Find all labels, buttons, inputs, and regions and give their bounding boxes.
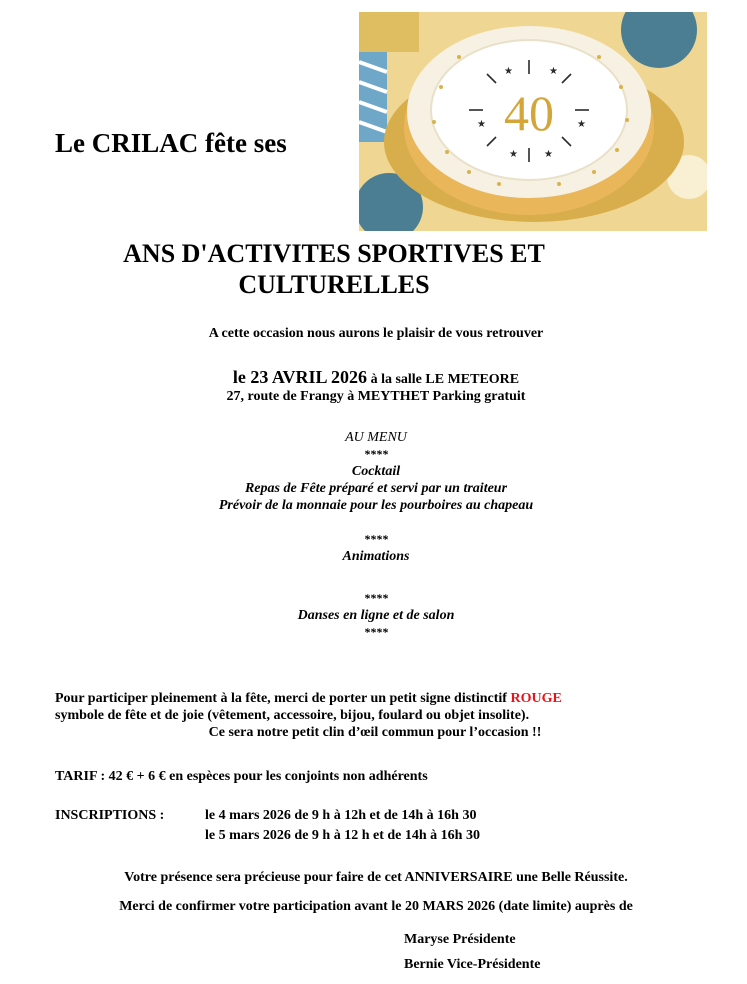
menu-separator: **** — [364, 447, 388, 461]
presence-text: Votre présence sera précieuse pour faire de cet ANNIVERSAIRE une Belle Réussite. — [124, 870, 628, 885]
main-title-line2: CULTURELLES — [238, 270, 430, 299]
menu-repas: Repas de Fête préparé et servi par un traiteur — [244, 481, 508, 496]
occasion-text: A cette occasion nous aurons le plaisir de vous retrouver — [208, 326, 544, 341]
cake-illustration — [359, 12, 707, 231]
event-date-line — [0, 367, 747, 388]
svg-text:★: ★ — [504, 66, 513, 77]
menu-heading: AU MENU — [345, 430, 407, 445]
dress-line2: symbole de fête et de joie (vêtement, accessoire, bijou, foulard ou objet insolite). — [55, 708, 530, 723]
dress-color-word: ROUGE — [510, 691, 562, 706]
menu-animations: Animations — [342, 549, 410, 564]
menu-monnaie: Prévoir de la monnaie pour les pourboires au chapeau — [218, 498, 534, 513]
event-date: le 23 AVRIL 2026 — [232, 367, 368, 387]
signature-president: Maryse Présidente — [404, 932, 516, 947]
menu-block — [0, 429, 747, 641]
dress-line3: Ce sera notre petit clin d’œil commun pour l’occasion !! — [208, 725, 542, 740]
cake-number: 40 — [504, 85, 554, 141]
event-address: 27, route de Frangy à MEYTHET Parking gratuit — [226, 389, 526, 404]
menu-cocktail: Cocktail — [351, 464, 401, 479]
menu-separator: **** — [364, 625, 388, 639]
svg-text:★: ★ — [509, 149, 518, 160]
menu-danses: Danses en ligne et de salon — [297, 608, 455, 623]
svg-text:★: ★ — [549, 66, 558, 77]
signature-vice-president: Bernie Vice-Présidente — [404, 957, 541, 972]
tarif-line: TARIF : 42 € + 6 € en espèces pour les conjoints non adhérents — [55, 769, 428, 784]
cake-photo — [359, 12, 707, 231]
dress-line1 — [55, 690, 695, 707]
svg-text:★: ★ — [577, 119, 586, 130]
svg-text:★: ★ — [477, 119, 486, 130]
confirm-text: Merci de confirmer votre participation avant le 20 MARS 2026 (date limite) auprès de — [119, 899, 633, 914]
dress-code-paragraph — [55, 690, 695, 741]
inscriptions-label: INSCRIPTIONS : — [55, 808, 165, 823]
inscriptions-slot-2: le 5 mars 2026 de 9 h à 12 h et de 14h à 16h 30 — [205, 828, 480, 843]
intro-title: Le CRILAC fête ses — [55, 128, 287, 158]
main-title-line1: ANS D'ACTIVITES SPORTIVES ET — [123, 239, 545, 268]
striped-ribbon — [359, 52, 387, 142]
menu-separator: **** — [364, 591, 388, 605]
menu-separator: **** — [364, 532, 388, 546]
event-venue: à la salle LE METEORE — [370, 372, 520, 387]
inscriptions-slot-1: le 4 mars 2026 de 9 h à 12h et de 14h à 16h 30 — [205, 808, 477, 823]
main-title — [0, 238, 668, 300]
dress-line1-text: Pour participer pleinement à la fête, merci de porter un petit signe distinctif — [55, 691, 507, 706]
svg-text:★: ★ — [544, 149, 553, 160]
